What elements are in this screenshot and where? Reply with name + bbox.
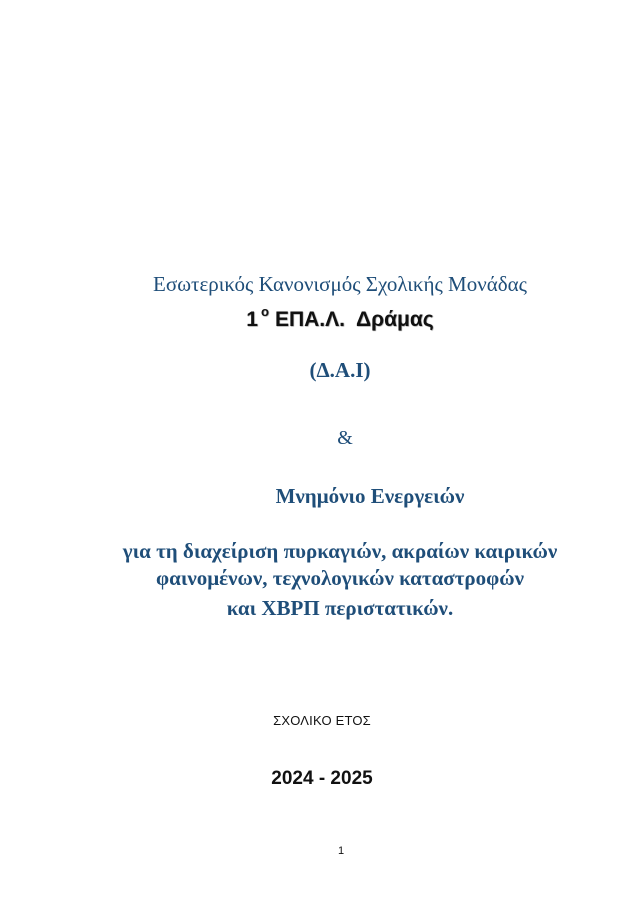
- school-number: 1: [246, 308, 258, 331]
- school-city: Δράμας: [356, 308, 434, 331]
- ampersand: &: [337, 427, 353, 449]
- school-name: [0, 304, 644, 332]
- purpose-line: φαινομένων, τεχνολογικών καταστροφών: [156, 566, 524, 590]
- school-type: ΕΠΑ.Λ.: [274, 308, 345, 331]
- document-subtitle: Μνημόνιο Ενεργειών: [275, 484, 465, 508]
- page-number: 1: [337, 845, 345, 857]
- purpose-line: και ΧΒΡΠ περιστατικών.: [226, 596, 454, 620]
- document-title: Εσωτερικός Κανονισμός Σχολικής Μονάδας: [153, 272, 527, 296]
- school-year: 2024 - 2025: [271, 768, 373, 789]
- purpose-line: για τη διαχείριση πυρκαγιών, ακραίων καιρικών: [122, 539, 558, 563]
- school-year-label: ΣΧΟΛΙΚΟ ΕΤΟΣ: [273, 713, 371, 728]
- abbreviation: (Δ.Α.Ι): [309, 358, 371, 382]
- school-number-superscript: ο: [260, 304, 269, 319]
